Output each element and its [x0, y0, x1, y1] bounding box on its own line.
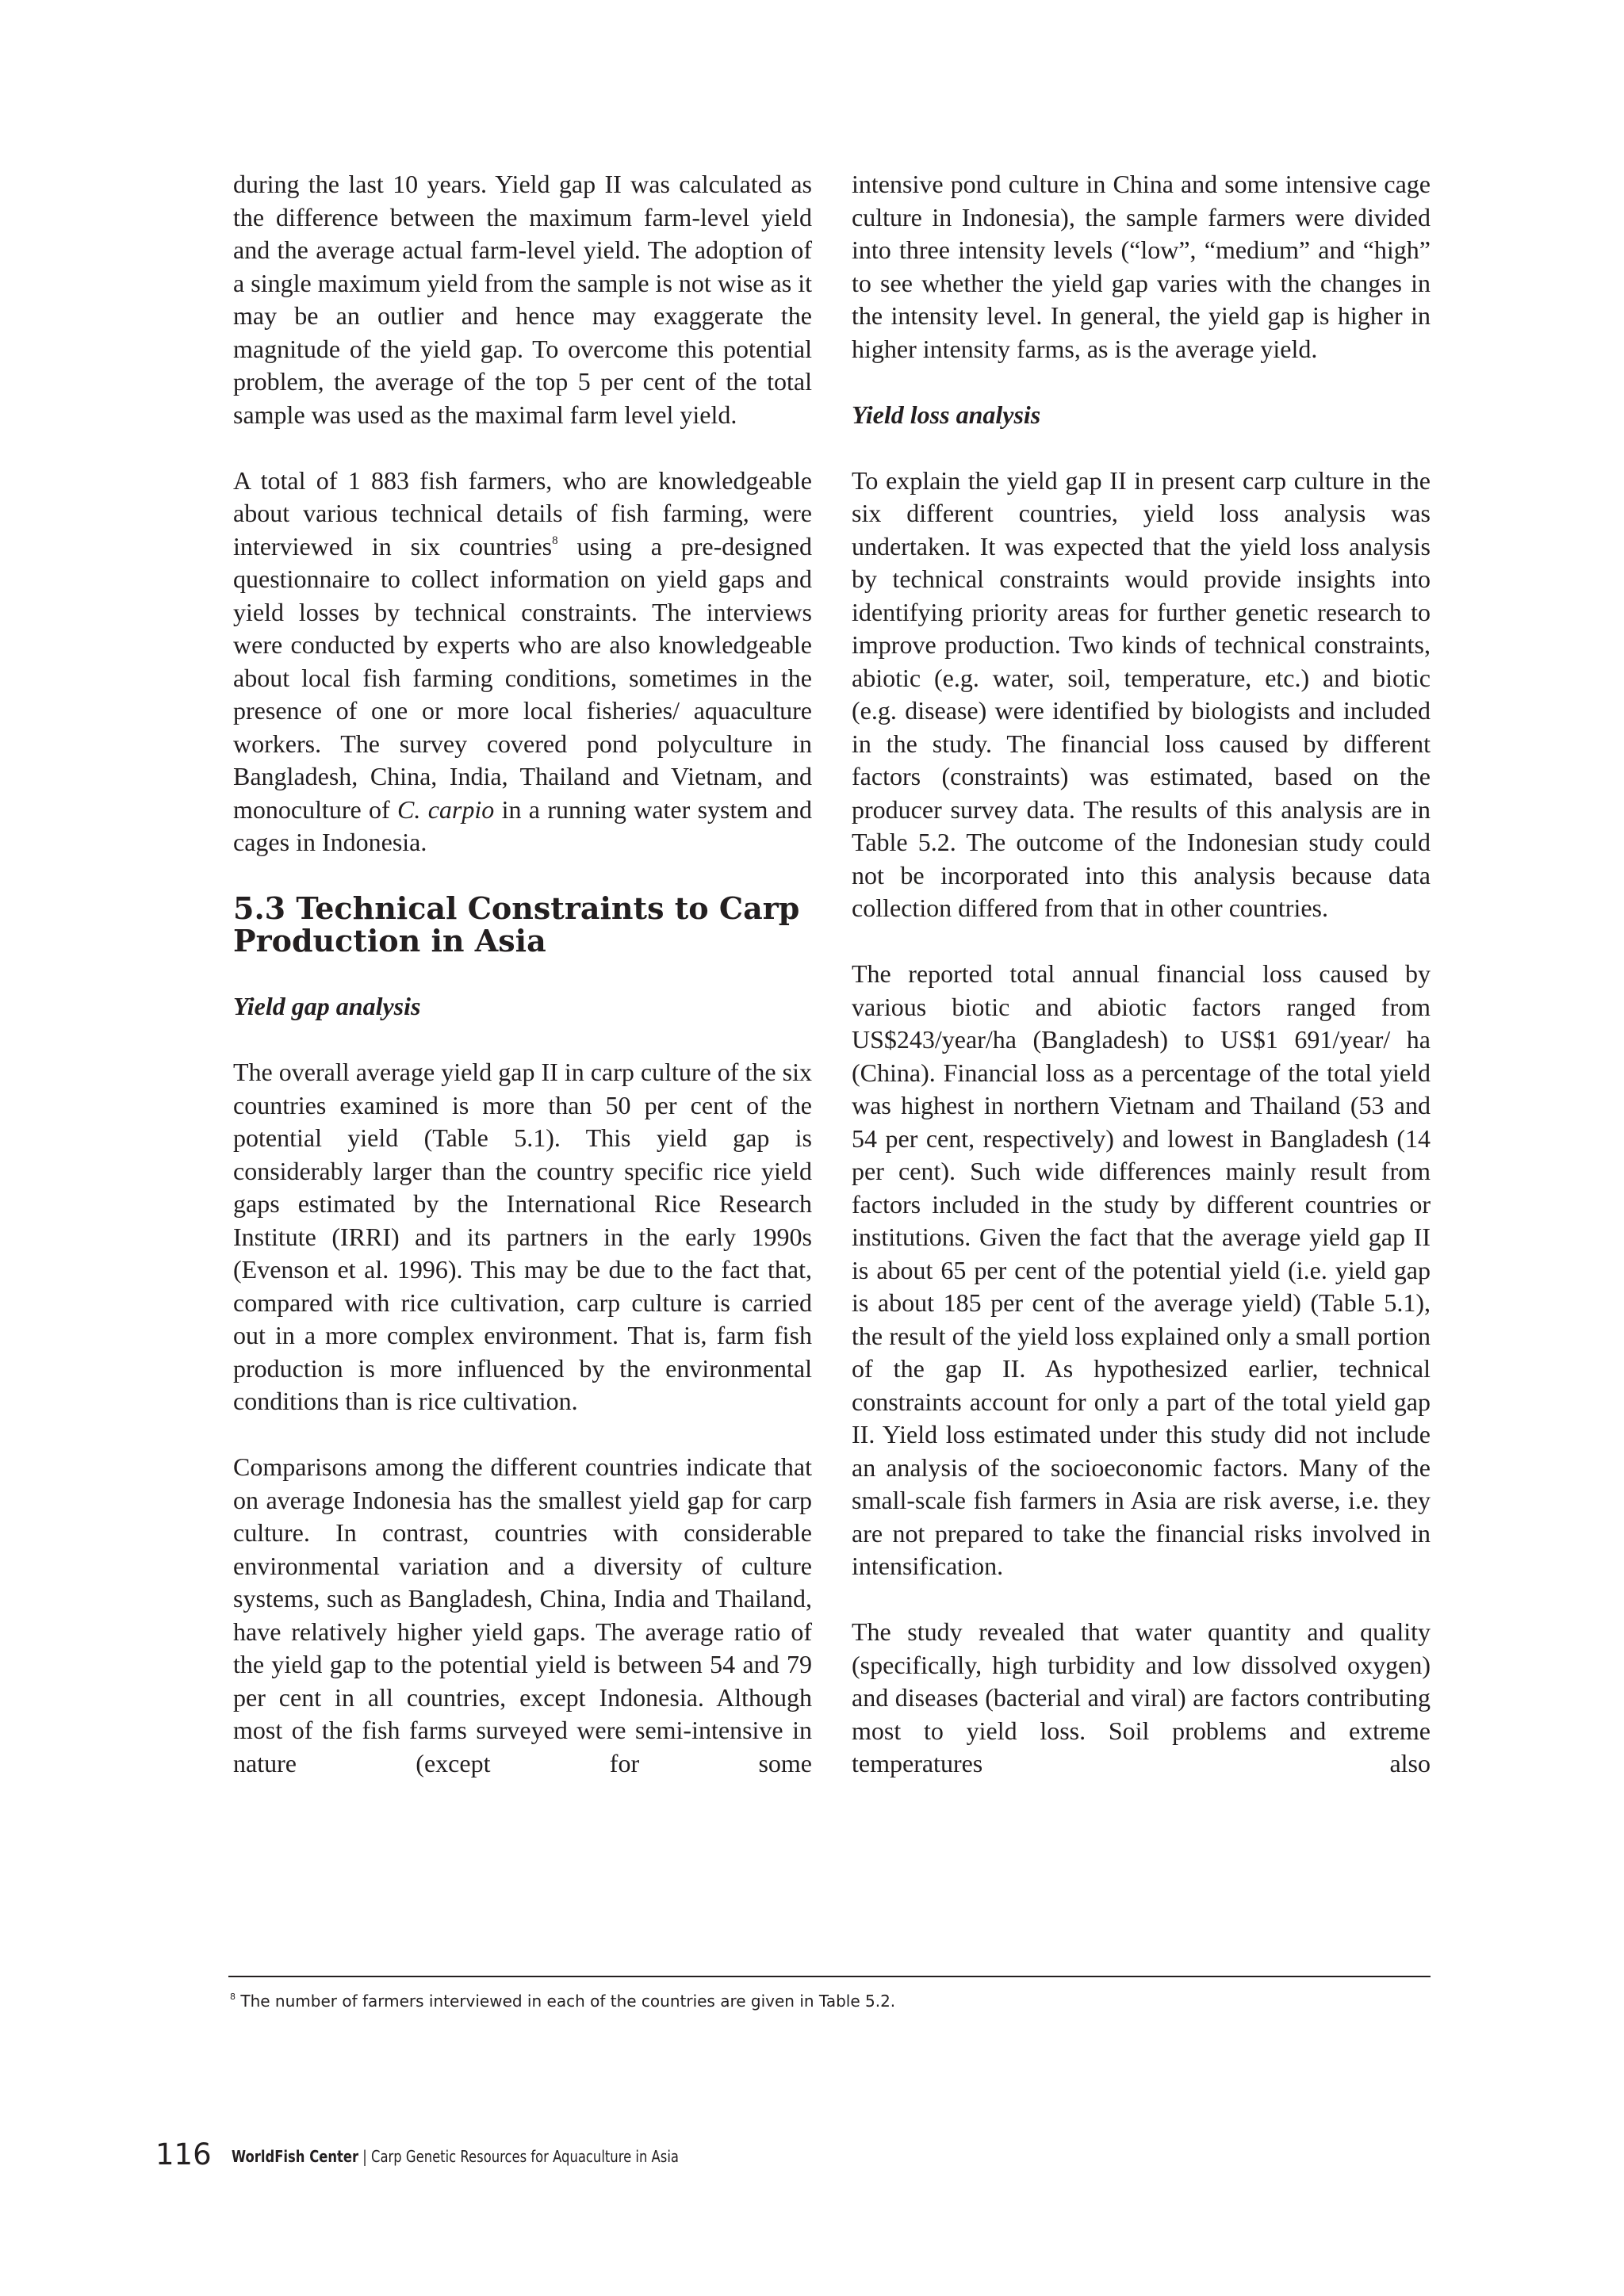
- paragraph: The study revealed that water quantity and quality (specifically, high turbidity and low dissolved oxygen) and diseases (bacterial and viral) are factors contributing most to yield loss. Soil problems and extreme temperatures also: [852, 1617, 1431, 1777]
- paragraph-text: A total of 1 883 fish farmers, who are knowledgeable about various technical details of fish farming, were interviewed in six countries: [233, 465, 812, 561]
- footnote-marker: 8: [230, 1992, 236, 2002]
- section-heading: 5.3 Technical Constraints to Carp Production in Asia: [233, 890, 800, 959]
- running-footer: [232, 2146, 679, 2167]
- footer-organization: WorldFish Center: [232, 2147, 359, 2166]
- subheading: Yield gap analysis: [233, 992, 421, 1020]
- paragraph: [233, 465, 812, 859]
- right-column: [852, 168, 1431, 1781]
- left-column: [233, 168, 812, 1780]
- footnote: [230, 1991, 1419, 2011]
- footer-book-title: Carp Genetic Resources for Aquaculture in Asia: [371, 2147, 679, 2166]
- paragraph: during the last 10 years. Yield gap II was calculated as the difference between the maximum farm-level yield and the average actual farm-level yield. The adoption of a single maximum yield from the sample is not wise as it may be an outlier and hence may exaggerate the magnitude of the yield gap. To overcome this potential problem, the average of the top 5 per cent of the total sample was used as the maximal farm level yield.: [233, 170, 812, 429]
- footnote-text: The number of farmers interviewed in each of the countries are given in Table 5.2.: [236, 1992, 896, 2011]
- footnote-ref[interactable]: 8: [552, 534, 558, 547]
- paragraph: To explain the yield gap II in present carp culture in the six different countries, yield loss analysis was undertaken. It was expected that the yield loss analysis by technical constraints would provide insights into identifying priority areas for further genetic research to improve production. Two kinds of technical constraints, abiotic (e.g. water, soil, temperature, etc.) and biotic (e.g. disease) were identified by biologists and included in the study. The financial loss caused by different factors (constraints) was estimated, based on the producer survey data. The results of this analysis are in Table 5.2. The outcome of the Indonesian study could not be incorporated into this analysis because data collection differed from that in other countries.: [852, 465, 1431, 922]
- species-name: C. carpio: [397, 794, 495, 824]
- paragraph: intensive pond culture in China and some intensive cage culture in Indonesia), the sample farmers were divided into three intensity levels (“low”, “medium” and “high” to see whether the yield gap varies with the changes in the intensity level. In general, the yield gap is higher in higher intensity farms, as is the average yield.: [852, 170, 1431, 363]
- paragraph-text: in a running water system and cages in Indonesia.: [233, 794, 813, 856]
- footnote-divider: [228, 1976, 1431, 1977]
- footer-separator: |: [358, 2147, 372, 2166]
- paragraph-text: using a pre-designed questionnaire to collect information on yield gaps and yield losses by technical constraints. The interviews were conducted by experts who are also knowledgeable about local fish farming conditions, sometimes in the presence of one or more local fisheries/ aquaculture workers. The survey covered pond polyculture in Bangladesh, China, India, Thailand and Vietnam, and monoculture of: [233, 531, 813, 824]
- paragraph: The reported total annual financial loss caused by various biotic and abiotic factors ranged from US$243/year/ha (Bangladesh) to US$1 691/year/ ha (China). Financial loss as a percentage of the total yield was highest in northern Vietnam and Thailand (53 and 54 per cent, respectively) and lowest in Bangladesh (14 per cent). Such wide differences mainly result from factors included in the study by different countries or institutions. Given the fact that the average yield gap II is about 65 per cent of the potential yield (i.e. yield gap is about 185 per cent of the average yield) (Table 5.1), the result of the yield loss explained only a small portion of the gap II. As hypothesized earlier, technical constraints account for only a part of the total yield gap II. Yield loss estimated under this study did not include an analysis of the socioeconomic factors. Many of the small-scale fish farmers in Asia are risk averse, i.e. they are not prepared to take the financial risks involved in intensification.: [852, 959, 1431, 1580]
- paragraph: Comparisons among the different countries indicate that on average Indonesia has the smallest yield gap for carp culture. In contrast, countries with considerable environmental variation and a diversity of culture systems, such as Bangladesh, China, India and Thailand, have relatively higher yield gaps. The average ratio of the yield gap to the potential yield is between 54 and 79 per cent in all countries, except Indonesia. Although most of the fish farms surveyed were semi-intensive in nature (except for some: [233, 1452, 812, 1777]
- subheading: Yield loss analysis: [852, 400, 1041, 429]
- page-number: 116: [155, 2137, 212, 2172]
- paragraph: The overall average yield gap II in carp culture of the six countries examined is more than 50 per cent of the potential yield (Table 5.1). This yield gap is considerably larger than the country specific rice yield gaps estimated by the International Rice Research Institute (IRRI) and its partners in the early 1990s (Evenson et al. 1996). This may be due to the fact that, compared with rice cultivation, carp culture is carried out in a more complex environment. That is, farm fish production is more influenced by the environmental conditions than is rice cultivation.: [233, 1058, 812, 1415]
